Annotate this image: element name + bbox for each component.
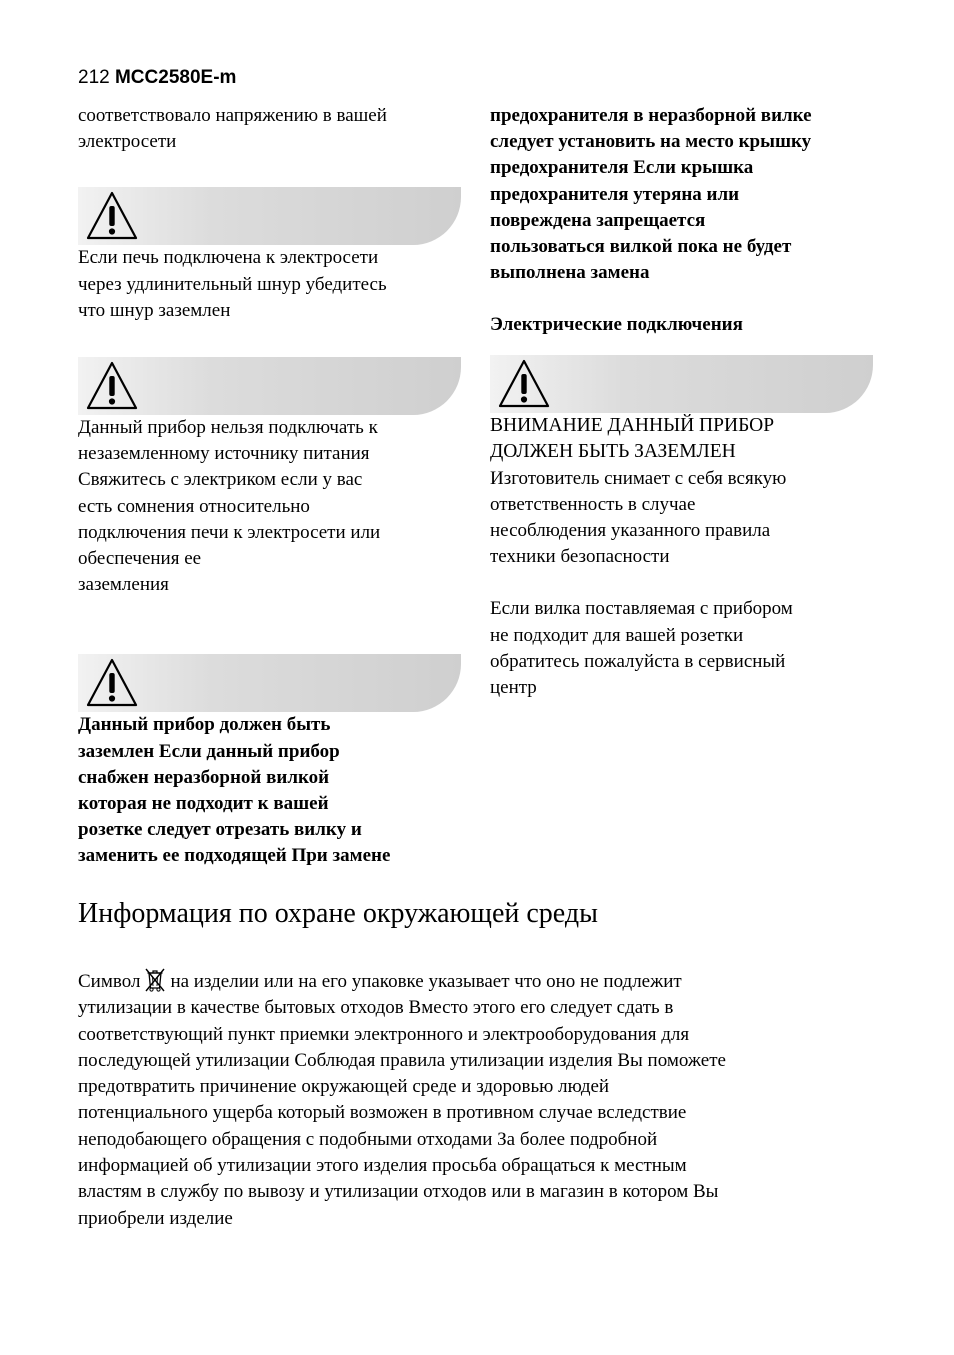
warning-manufacturer-liability: Изготовитель снимает с себя всякую ответственность в случае несоблюдения указанного правила техники безопасности <box>490 467 787 568</box>
section-title-environment: Информация по охране окружающей среды <box>78 898 598 929</box>
environment-paragraph <box>78 967 878 1232</box>
environment-line-first <box>78 967 878 995</box>
warning-banner <box>78 187 461 245</box>
page-number: 212 <box>78 67 110 88</box>
page-header <box>78 66 236 90</box>
right-column <box>490 103 874 701</box>
environment-line: потенциального ущерба который возможен в противном случае вследствие <box>78 1102 687 1124</box>
warning-banner <box>490 355 873 413</box>
warning-triangle-icon <box>85 360 139 412</box>
crossed-bin-icon <box>144 967 166 993</box>
warning-ungrounded-text: Данный прибор нельзя подключать к незаземленному источнику питания Свяжитесь с электриком если у вас есть сомнения относительно подключения печи к электросети или обеспечения ее заземления <box>78 417 381 596</box>
model-name: MCC2580E-m <box>114 67 237 88</box>
environment-line: информацией об утилизации этого изделия просьба обращаться к местным <box>78 1155 687 1177</box>
environment-line1-text: на изделии или на его упаковке указывает что оно не подлежит <box>170 971 682 992</box>
warning-triangle-icon <box>497 358 551 410</box>
right-paragraph-fuse: предохранителя в неразборной вилке следует установить на место крышку предохранителя Если крышка предохранителя утеряна или повреждена запрещается пользоваться вилкой пока не будет выполнена замена <box>490 105 812 284</box>
warning-triangle-icon <box>85 190 139 242</box>
environment-line: утилизации в качестве бытовых отходов Вместо этого его следует сдать в <box>78 997 674 1019</box>
warning-banner <box>78 357 461 415</box>
warning-extension-cord-text: Если печь подключена к электросети через удлинительный шнур убедитесь что шнур заземлен <box>78 247 387 321</box>
warning-triangle-icon <box>85 657 139 709</box>
environment-line: предотвратить причинение окружающей среде и здоровью людей <box>78 1076 610 1098</box>
left-column <box>78 103 462 870</box>
environment-line: неподобающего обращения с подобными отходами За более подробной <box>78 1128 658 1150</box>
warning-must-be-grounded: ВНИМАНИЕ ДАННЫЙ ПРИБОР ДОЛЖЕН БЫТЬ ЗАЗЕМЛЕН <box>490 414 775 463</box>
environment-line: последующей утилизации Соблюдая правила утилизации изделия Вы поможете <box>78 1049 726 1071</box>
environment-line: властям в службу по вывозу и утилизации отходов или в магазин в котором Вы <box>78 1181 719 1203</box>
left-paragraph-voltage: соответствовало напряжению в вашей электросети <box>78 105 387 153</box>
environment-symbol-label: Символ <box>78 971 141 992</box>
warning-banner <box>78 654 461 712</box>
warning-grounding-text: Данный прибор должен быть заземлен Если данный прибор снабжен неразборной вилкой которая не подходит к вашей розетке следует отрезать вилку и заменить ее подходящей При замене <box>78 714 391 867</box>
environment-line: приобрели изделие <box>78 1207 233 1229</box>
paragraph-plug-service: Если вилка поставляемая с прибором не подходит для вашей розетки обратитесь пожалуйста в сервисный центр <box>490 598 793 699</box>
subheading-electrical-connections: Электрические подключения <box>490 314 743 336</box>
environment-line: соответствующий пункт приемки электронного и электрооборудования для <box>78 1023 690 1045</box>
